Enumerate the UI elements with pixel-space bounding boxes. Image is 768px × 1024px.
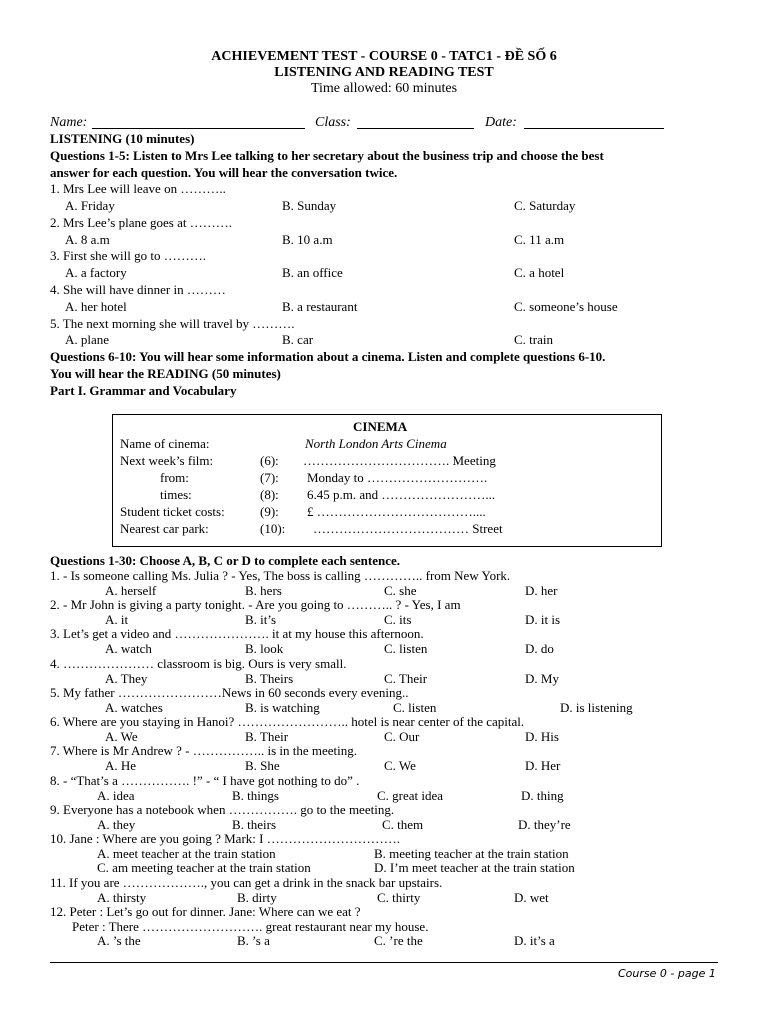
grammar-option[interactable]: A. They: [105, 671, 148, 686]
grammar-option[interactable]: C. listen: [384, 641, 428, 656]
listening-question: 3. First she will go to ……….: [50, 248, 207, 263]
grammar-question: 3. Let’s get a video and …………………. it at my house this afternoon.: [50, 626, 424, 641]
listening-option: A. plane: [65, 332, 110, 347]
grammar-question: 7. Where is Mr Andrew ? - …………….. is in the meeting.: [50, 743, 358, 758]
cinema-row-value: North London Arts Cinema: [305, 436, 447, 451]
cinema-row-label: Student ticket costs:: [120, 504, 225, 519]
grammar-option[interactable]: D. it’s a: [514, 933, 555, 948]
listening-question: 5. The next morning she will travel by ……….: [50, 316, 295, 331]
name-field[interactable]: [92, 128, 305, 129]
grammar-option[interactable]: A. thirsty: [97, 890, 147, 905]
grammar-option[interactable]: D. do: [525, 641, 554, 656]
listening-option: A. 8 a.m: [65, 232, 110, 247]
grammar-option[interactable]: C. Their: [384, 671, 428, 686]
grammar-option[interactable]: A. meet teacher at the train station: [97, 846, 276, 861]
name-label: Name:: [50, 115, 88, 130]
grammar-option[interactable]: B. look: [245, 641, 284, 656]
date-field[interactable]: [524, 128, 664, 129]
grammar-option[interactable]: D. His: [525, 729, 559, 744]
grammar-option[interactable]: B. She: [245, 758, 280, 773]
class-label: Class:: [315, 115, 351, 130]
q1-5-instruction: Questions 1-5: Listen to Mrs Lee talking to her secretary about the business trip and choose the best: [50, 148, 604, 163]
grammar-option[interactable]: B. dirty: [237, 890, 277, 905]
grammar-question: 12. Peter : Let’s go out for dinner. Jane: Where can we eat ?: [50, 904, 361, 919]
grammar-question: 9. Everyone has a notebook when ……………. go to the meeting.: [50, 802, 395, 817]
grammar-option[interactable]: D. wet: [514, 890, 549, 905]
grammar-question: 10. Jane : Where are you going ? Mark: I ………………………….: [50, 831, 400, 846]
grammar-option[interactable]: C. them: [382, 817, 424, 832]
grammar-heading: Questions 1-30: Choose A, B, C or D to complete each sentence.: [50, 553, 400, 568]
grammar-option[interactable]: B. ’s a: [237, 933, 270, 948]
cinema-row-num: (7):: [260, 470, 279, 485]
grammar-option[interactable]: A. ’s the: [97, 933, 141, 948]
grammar-option[interactable]: C. she: [384, 583, 417, 598]
grammar-question: 4. ………………… classroom is big. Ours is very small.: [50, 656, 347, 671]
listening-question: 2. Mrs Lee’s plane goes at ……….: [50, 215, 232, 230]
grammar-option[interactable]: B. it’s: [245, 612, 277, 627]
grammar-option[interactable]: A. idea: [97, 788, 135, 803]
cinema-row-num: (6):: [260, 453, 279, 468]
grammar-option[interactable]: A. He: [105, 758, 137, 773]
grammar-option[interactable]: C. thirty: [377, 890, 421, 905]
listening-option: A. Friday: [65, 198, 115, 213]
listening-option: B. Sunday: [282, 198, 337, 213]
grammar-option[interactable]: C. am meeting teacher at the train station: [97, 860, 311, 875]
cinema-row-label: Next week’s film:: [120, 453, 214, 468]
grammar-question: 5. My father ……………………News in 60 seconds every evening..: [50, 685, 409, 700]
date-label: Date:: [485, 115, 517, 130]
cinema-answer-8[interactable]: 6.45 p.m. and ……………………...: [307, 487, 496, 502]
listening-option: B. an office: [282, 265, 343, 280]
grammar-option[interactable]: B. things: [232, 788, 279, 803]
grammar-question: 6. Where are you staying in Hanoi? …………………….. hotel is near center of the capital.: [50, 714, 525, 729]
cinema-row-num: (10):: [260, 521, 286, 536]
grammar-option[interactable]: D. I’m meet teacher at the train station: [374, 860, 575, 875]
grammar-option[interactable]: A. watch: [105, 641, 152, 656]
reading-heading: You will hear the READING (50 minutes): [50, 366, 281, 381]
page-footer: Course 0 - page 1: [618, 967, 716, 980]
grammar-question: 1. - Is someone calling Ms. Julia ? - Yes, The boss is calling ………….. from New York.: [50, 568, 511, 583]
grammar-option[interactable]: D. Her: [525, 758, 561, 773]
grammar-option[interactable]: D. her: [525, 583, 558, 598]
test-subtitle: LISTENING AND READING TEST: [274, 65, 494, 80]
listening-option: C. Saturday: [514, 198, 576, 213]
cinema-answer-6[interactable]: ……………………………. Meeting: [303, 453, 496, 468]
q1-5-instruction-cont: answer for each question. You will hear the conversation twice.: [50, 165, 398, 180]
listening-option: C. train: [514, 332, 553, 347]
cinema-row-num: (9):: [260, 504, 279, 519]
grammar-option[interactable]: D. thing: [521, 788, 564, 803]
cinema-title: CINEMA: [353, 419, 408, 434]
grammar-option[interactable]: B. Their: [245, 729, 289, 744]
listening-option: B. a restaurant: [282, 299, 358, 314]
listening-option: B. 10 a.m: [282, 232, 333, 247]
cinema-row-label: times:: [160, 487, 192, 502]
cinema-answer-10[interactable]: ……………………………… Street: [313, 521, 503, 536]
cinema-row-label: from:: [160, 470, 189, 485]
footer-rule: [50, 962, 718, 963]
grammar-option[interactable]: C. We: [384, 758, 416, 773]
grammar-option[interactable]: A. watches: [105, 700, 163, 715]
grammar-option[interactable]: A. they: [97, 817, 136, 832]
part1-heading: Part I. Grammar and Vocabulary: [50, 383, 237, 398]
grammar-option[interactable]: C. ’re the: [374, 933, 423, 948]
grammar-option[interactable]: A. We: [105, 729, 138, 744]
cinema-row-label: Name of cinema:: [120, 436, 210, 451]
listening-option: A. a factory: [65, 265, 127, 280]
listening-option: C. 11 a.m: [514, 232, 565, 247]
listening-option: A. her hotel: [65, 299, 127, 314]
listening-heading: LISTENING (10 minutes): [50, 131, 195, 146]
cinema-row-label: Nearest car park:: [120, 521, 209, 536]
listening-option: B. car: [282, 332, 314, 347]
grammar-option[interactable]: B. is watching: [245, 700, 320, 715]
grammar-question-cont: Peter : There ………………………. great restaurant near my house.: [72, 919, 429, 934]
cinema-row-num: (8):: [260, 487, 279, 502]
grammar-option[interactable]: B. theirs: [232, 817, 277, 832]
grammar-question: 11. If you are ………………., you can get a drink in the snack bar upstairs.: [50, 875, 443, 890]
listening-option: C. someone’s house: [514, 299, 618, 314]
grammar-option[interactable]: C. great idea: [377, 788, 444, 803]
grammar-option[interactable]: C. its: [384, 612, 412, 627]
grammar-option[interactable]: D. is listening: [560, 700, 633, 715]
grammar-option[interactable]: D. My: [525, 671, 559, 686]
test-title: ACHIEVEMENT TEST - COURSE 0 - TATC1 - ĐỀ SỐ 6: [211, 49, 557, 64]
grammar-question: 2. - Mr John is giving a party tonight. - Are you going to ……….. ? - Yes, I am: [50, 597, 461, 612]
grammar-option[interactable]: B. hers: [245, 583, 282, 598]
grammar-option[interactable]: A. herself: [105, 583, 157, 598]
grammar-option[interactable]: D. it is: [525, 612, 561, 627]
listening-question: 1. Mrs Lee will leave on ………..: [50, 181, 226, 196]
grammar-option[interactable]: C. listen: [393, 700, 437, 715]
grammar-option[interactable]: B. Theirs: [245, 671, 294, 686]
listening-option: C. a hotel: [514, 265, 565, 280]
grammar-option[interactable]: C. Our: [384, 729, 420, 744]
listening-question: 4. She will have dinner in ………: [50, 282, 226, 297]
time-allowed: Time allowed: 60 minutes: [310, 81, 458, 96]
class-field[interactable]: [357, 128, 474, 129]
cinema-answer-7[interactable]: Monday to ……………………….: [307, 470, 488, 485]
grammar-question: 8. - “That’s a ……………. !” - “ I have got nothing to do” .: [50, 773, 360, 788]
grammar-option[interactable]: B. meeting teacher at the train station: [374, 846, 569, 861]
grammar-option[interactable]: D. they’re: [518, 817, 571, 832]
cinema-answer-9[interactable]: £ ………………………………....: [307, 504, 486, 519]
q6-10-instruction: Questions 6-10: You will hear some information about a cinema. Listen and complete questions 6-10.: [50, 349, 606, 364]
grammar-option[interactable]: A. it: [105, 612, 129, 627]
